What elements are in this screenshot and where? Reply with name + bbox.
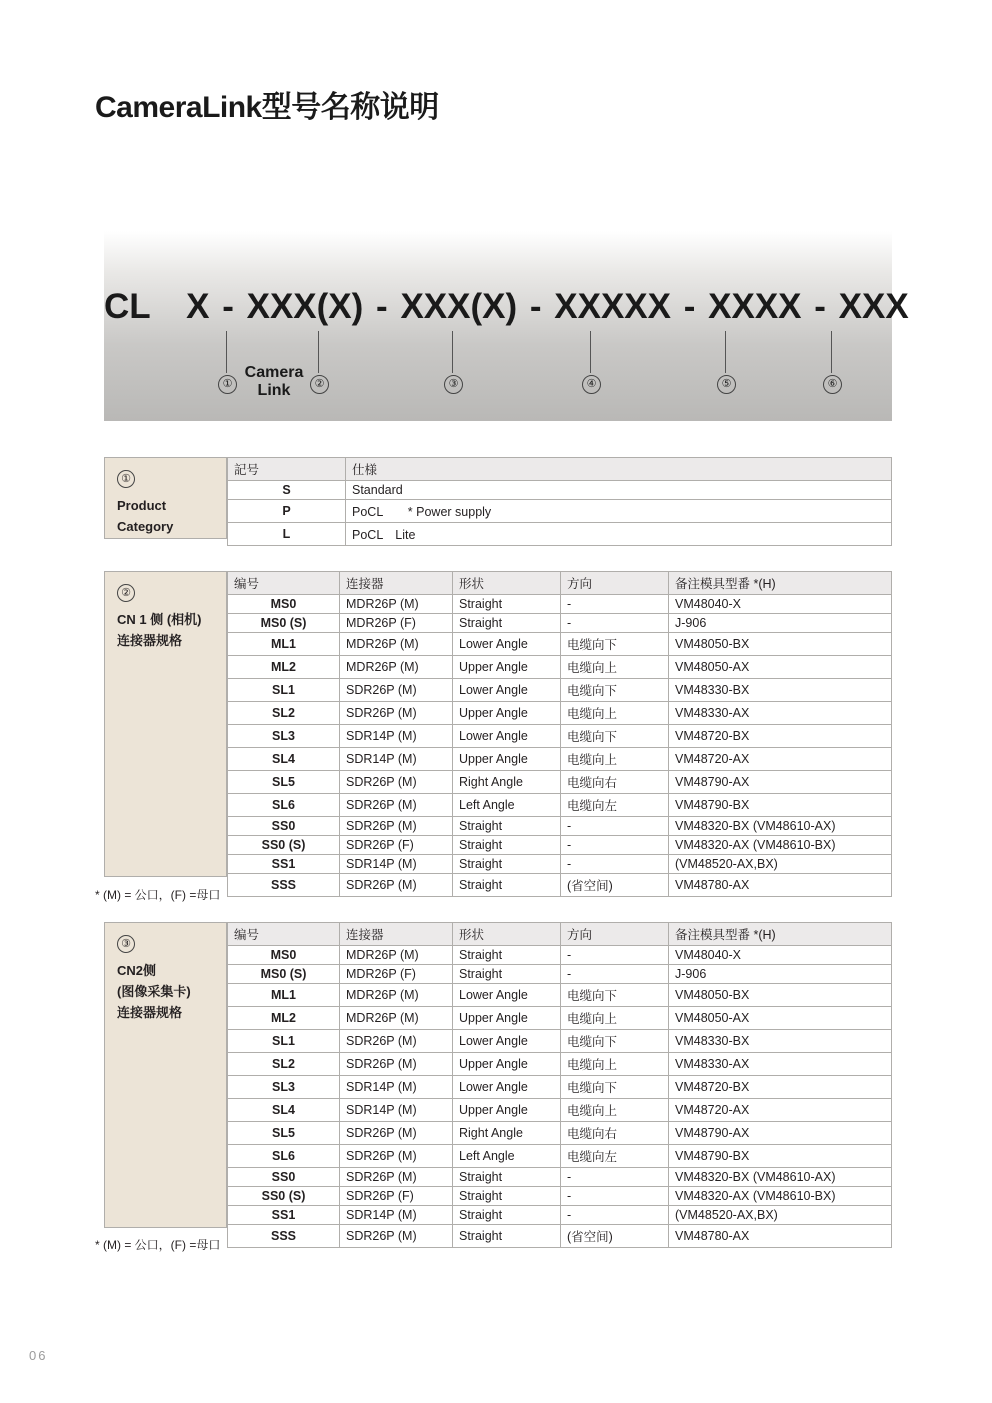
cell-connector: SDR26P (M) [340, 1053, 453, 1076]
table-header-row [228, 572, 892, 595]
cell-note: VM48330-AX [669, 1053, 892, 1076]
cell-code: SL5 [228, 771, 340, 794]
code-segment-5: XXXX [708, 287, 802, 326]
cell-direction: - [561, 1206, 669, 1225]
cell-note: VM48780-AX [669, 874, 892, 897]
cell-note: VM48320-BX (VM48610-AX) [669, 1168, 892, 1187]
cell-shape: Straight [453, 1206, 561, 1225]
code-segment-2: XXX(X) [246, 287, 364, 326]
cell-note: VM48050-AX [669, 656, 892, 679]
table-row [228, 771, 892, 794]
cell-code: ML1 [228, 633, 340, 656]
table-row [228, 1145, 892, 1168]
cell-note: VM48320-AX (VM48610-BX) [669, 1187, 892, 1206]
cell-spec: PoCL Lite [346, 523, 892, 546]
cell-direction: - [561, 817, 669, 836]
cell-shape: Lower Angle [453, 1076, 561, 1099]
section1-marker: ① [117, 470, 135, 488]
cell-connector: SDR26P (M) [340, 702, 453, 725]
cell-code: ML2 [228, 1007, 340, 1030]
table-header-row [228, 923, 892, 946]
code-segment-6: XXX [838, 287, 909, 326]
cell-code: MS0 [228, 595, 340, 614]
section2-footnote: * (M) = 公口，(F) =母口 [95, 888, 221, 902]
cell-direction: - [561, 595, 669, 614]
cell-shape: Upper Angle [453, 1099, 561, 1122]
leader-line-4 [590, 331, 591, 373]
cell-code: S [228, 481, 346, 500]
cell-note: VM48050-BX [669, 633, 892, 656]
cell-code: SL4 [228, 748, 340, 771]
column-header-shape: 形状 [453, 572, 561, 595]
cell-note: VM48040-X [669, 946, 892, 965]
column-header-number: 编号 [228, 923, 340, 946]
section-product-category [104, 457, 892, 546]
cell-note: VM48790-AX [669, 1122, 892, 1145]
cell-note: J-906 [669, 614, 892, 633]
code-segment-cl: CL [104, 287, 151, 326]
cell-note: VM48330-BX [669, 1030, 892, 1053]
cell-code: SL2 [228, 702, 340, 725]
cell-note: VM48790-BX [669, 794, 892, 817]
cell-direction: 电缆向上 [561, 702, 669, 725]
section2-label-line1: CN 1 侧 (相机) [117, 612, 202, 627]
section1-label-line2: Category [117, 519, 174, 534]
table-header-row [228, 458, 892, 481]
cell-shape: Straight [453, 1168, 561, 1187]
cell-direction: 电缆向下 [561, 984, 669, 1007]
cell-shape: Straight [453, 836, 561, 855]
cell-note: VM48720-BX [669, 1076, 892, 1099]
cell-note: VM48320-AX (VM48610-BX) [669, 836, 892, 855]
cell-shape: Straight [453, 614, 561, 633]
cell-shape: Straight [453, 595, 561, 614]
cell-code: SL4 [228, 1099, 340, 1122]
cell-direction: 电缆向左 [561, 1145, 669, 1168]
cell-direction: 电缆向右 [561, 1122, 669, 1145]
column-header-number: 编号 [228, 572, 340, 595]
section2-table-body [228, 595, 892, 897]
cell-connector: MDR26P (M) [340, 1007, 453, 1030]
cell-note: VM48330-AX [669, 702, 892, 725]
cell-note: VM48790-AX [669, 771, 892, 794]
cell-direction: (省空间) [561, 874, 669, 897]
cell-code: ML1 [228, 984, 340, 1007]
table-row [228, 1099, 892, 1122]
column-header-direction: 方向 [561, 572, 669, 595]
cell-connector: SDR26P (M) [340, 1225, 453, 1248]
code-segment-1: X [186, 287, 210, 326]
cell-note: VM48320-BX (VM48610-AX) [669, 817, 892, 836]
leader-line-5 [725, 331, 726, 373]
table-row [228, 595, 892, 614]
cell-connector: SDR26P (M) [340, 771, 453, 794]
table-row [228, 794, 892, 817]
column-header-note: 备注模具型番 *(H) [669, 572, 892, 595]
table-row [228, 725, 892, 748]
cell-code: SS1 [228, 1206, 340, 1225]
section-cn2-connector [104, 922, 892, 1248]
cell-shape: Straight [453, 1225, 561, 1248]
leader-line-1 [226, 331, 227, 373]
cell-code: SL1 [228, 679, 340, 702]
cell-direction: 电缆向下 [561, 725, 669, 748]
cell-code: MS0 (S) [228, 965, 340, 984]
cell-direction: 电缆向上 [561, 1099, 669, 1122]
table-row [228, 633, 892, 656]
cell-shape: Lower Angle [453, 1030, 561, 1053]
section2-label-line2: 连接器规格 [117, 633, 183, 648]
cell-direction: 电缆向上 [561, 1007, 669, 1030]
column-header-connector: 连接器 [340, 572, 453, 595]
table-row [228, 1007, 892, 1030]
table-row [228, 1168, 892, 1187]
cell-connector: SDR14P (M) [340, 748, 453, 771]
cell-shape: Straight [453, 946, 561, 965]
cell-direction: - [561, 614, 669, 633]
cell-shape: Straight [453, 874, 561, 897]
table-row [228, 946, 892, 965]
table-row [228, 1053, 892, 1076]
cell-code: SSS [228, 874, 340, 897]
cell-note: VM48780-AX [669, 1225, 892, 1248]
cell-connector: MDR26P (M) [340, 633, 453, 656]
cell-connector: SDR14P (M) [340, 1099, 453, 1122]
cell-spec: PoCL * Power supply [346, 500, 892, 523]
cell-direction: - [561, 965, 669, 984]
cell-shape: Lower Angle [453, 633, 561, 656]
leader-line-6 [831, 331, 832, 373]
cell-code: P [228, 500, 346, 523]
table-row [228, 748, 892, 771]
code-marker-1: ① [218, 375, 237, 394]
cell-code: SS0 (S) [228, 1187, 340, 1206]
camera-link-caption [228, 364, 320, 400]
section3-table [227, 922, 892, 1248]
table-row [228, 614, 892, 633]
cell-shape: Upper Angle [453, 702, 561, 725]
leader-line-3 [452, 331, 453, 373]
table-row [228, 1187, 892, 1206]
camera-link-caption-line1: Camera [244, 364, 304, 381]
column-header-direction: 方向 [561, 923, 669, 946]
page-title: CameraLink型号名称说明 [95, 91, 439, 124]
cell-connector: SDR14P (M) [340, 1206, 453, 1225]
cell-shape: Lower Angle [453, 679, 561, 702]
cell-connector: MDR26P (M) [340, 946, 453, 965]
table-row [228, 1030, 892, 1053]
code-marker-6: ⑥ [823, 375, 842, 394]
cell-code: MS0 (S) [228, 614, 340, 633]
cell-code: SS1 [228, 855, 340, 874]
cell-note: (VM48520-AX,BX) [669, 855, 892, 874]
cell-direction: - [561, 946, 669, 965]
cell-connector: SDR26P (M) [340, 817, 453, 836]
cell-code: SL3 [228, 725, 340, 748]
cell-code: SL3 [228, 1076, 340, 1099]
cell-code: SSS [228, 1225, 340, 1248]
table-row [228, 984, 892, 1007]
cell-direction: 电缆向下 [561, 633, 669, 656]
table-row [228, 481, 892, 500]
table-row [228, 500, 892, 523]
cell-shape: Lower Angle [453, 984, 561, 1007]
section3-label-line1: CN2侧 [117, 963, 157, 978]
cell-connector: MDR26P (F) [340, 614, 453, 633]
cell-direction: 电缆向下 [561, 1076, 669, 1099]
table-row [228, 836, 892, 855]
code-dash-5: - [814, 287, 826, 326]
code-dash-1: - [222, 287, 234, 326]
cell-direction: 电缆向上 [561, 656, 669, 679]
cell-note: VM48050-AX [669, 1007, 892, 1030]
column-header-connector: 连接器 [340, 923, 453, 946]
cell-direction: - [561, 1187, 669, 1206]
cell-connector: SDR14P (M) [340, 855, 453, 874]
cell-connector: SDR26P (F) [340, 836, 453, 855]
cell-code: ML2 [228, 656, 340, 679]
cell-shape: Straight [453, 1187, 561, 1206]
section1-label-line1: Product [117, 498, 167, 513]
code-marker-3: ③ [444, 375, 463, 394]
cell-shape: Straight [453, 855, 561, 874]
section3-footnote: * (M) = 公口，(F) =母口 [95, 1238, 221, 1252]
cell-direction: 电缆向上 [561, 1053, 669, 1076]
code-marker-5: ⑤ [717, 375, 736, 394]
column-header-note: 备注模具型番 *(H) [669, 923, 892, 946]
cell-note: VM48720-BX [669, 725, 892, 748]
code-dash-2: - [376, 287, 388, 326]
cell-code: SS0 [228, 817, 340, 836]
code-marker-2: ② [310, 375, 329, 394]
cell-connector: SDR26P (F) [340, 1187, 453, 1206]
cell-code: L [228, 523, 346, 546]
table-row [228, 656, 892, 679]
model-code-string [104, 287, 909, 327]
cell-shape: Upper Angle [453, 748, 561, 771]
cell-shape: Left Angle [453, 794, 561, 817]
cell-connector: MDR26P (F) [340, 965, 453, 984]
table-row [228, 679, 892, 702]
cell-note: VM48790-BX [669, 1145, 892, 1168]
leader-line-2 [318, 331, 319, 373]
cell-note: VM48720-AX [669, 1099, 892, 1122]
cell-direction: (省空间) [561, 1225, 669, 1248]
section3-label-line3: 连接器规格 [117, 1005, 183, 1020]
column-header-spec: 仕様 [346, 458, 892, 481]
table-row [228, 1122, 892, 1145]
cell-connector: SDR26P (M) [340, 1168, 453, 1187]
section2-table [227, 571, 892, 897]
table-row [228, 523, 892, 546]
cell-connector: SDR26P (M) [340, 874, 453, 897]
model-code-diagram [104, 231, 909, 421]
cell-code: SS0 (S) [228, 836, 340, 855]
section3-label-line2: (图像采集卡) [117, 984, 191, 999]
cell-direction: 电缆向左 [561, 794, 669, 817]
cell-code: SL6 [228, 1145, 340, 1168]
cell-shape: Straight [453, 965, 561, 984]
cell-shape: Right Angle [453, 771, 561, 794]
camera-link-caption-line2: Link [257, 382, 291, 399]
column-header-shape: 形状 [453, 923, 561, 946]
cell-direction: - [561, 1168, 669, 1187]
cell-note: J-906 [669, 965, 892, 984]
section1-table [227, 457, 892, 546]
cell-connector: SDR26P (M) [340, 1030, 453, 1053]
cell-direction: 电缆向下 [561, 1030, 669, 1053]
section-cn1-connector [104, 571, 892, 897]
cell-connector: MDR26P (M) [340, 595, 453, 614]
code-segment-4: XXXXX [554, 287, 671, 326]
cell-code: SL6 [228, 794, 340, 817]
table-row [228, 874, 892, 897]
cell-spec: Standard [346, 481, 892, 500]
cell-note: (VM48520-AX,BX) [669, 1206, 892, 1225]
section2-marker: ② [117, 584, 135, 602]
cell-direction: - [561, 855, 669, 874]
cell-connector: SDR26P (M) [340, 794, 453, 817]
section3-table-body [228, 946, 892, 1248]
section3-marker: ③ [117, 935, 135, 953]
cell-code: SL5 [228, 1122, 340, 1145]
cell-shape: Upper Angle [453, 1053, 561, 1076]
cell-note: VM48040-X [669, 595, 892, 614]
cell-direction: 电缆向上 [561, 748, 669, 771]
cell-shape: Lower Angle [453, 725, 561, 748]
table-row [228, 1206, 892, 1225]
code-marker-4: ④ [582, 375, 601, 394]
table-row [228, 1076, 892, 1099]
cell-connector: SDR26P (M) [340, 679, 453, 702]
column-header-symbol: 記号 [228, 458, 346, 481]
cell-code: SS0 [228, 1168, 340, 1187]
table-row [228, 855, 892, 874]
table-row [228, 965, 892, 984]
cell-connector: SDR26P (M) [340, 1122, 453, 1145]
table-row [228, 1225, 892, 1248]
cell-shape: Straight [453, 817, 561, 836]
cell-direction: - [561, 836, 669, 855]
page-number: 06 [29, 1348, 48, 1363]
code-dash-4: - [683, 287, 696, 326]
cell-shape: Upper Angle [453, 1007, 561, 1030]
cell-direction: 电缆向下 [561, 679, 669, 702]
cell-code: SL2 [228, 1053, 340, 1076]
cell-connector: SDR14P (M) [340, 725, 453, 748]
cell-note: VM48050-BX [669, 984, 892, 1007]
cell-connector: MDR26P (M) [340, 984, 453, 1007]
cell-note: VM48330-BX [669, 679, 892, 702]
cell-code: SL1 [228, 1030, 340, 1053]
cell-connector: SDR26P (M) [340, 1145, 453, 1168]
cell-shape: Right Angle [453, 1122, 561, 1145]
table-row [228, 817, 892, 836]
section1-label [104, 457, 227, 539]
cell-direction: 电缆向右 [561, 771, 669, 794]
section2-label [104, 571, 227, 877]
cell-shape: Left Angle [453, 1145, 561, 1168]
cell-note: VM48720-AX [669, 748, 892, 771]
code-segment-3: XXX(X) [400, 287, 518, 326]
cell-code: MS0 [228, 946, 340, 965]
cell-connector: SDR14P (M) [340, 1076, 453, 1099]
table-row [228, 702, 892, 725]
cell-connector: MDR26P (M) [340, 656, 453, 679]
cell-shape: Upper Angle [453, 656, 561, 679]
section3-label [104, 922, 227, 1228]
code-dash-3: - [529, 287, 542, 326]
